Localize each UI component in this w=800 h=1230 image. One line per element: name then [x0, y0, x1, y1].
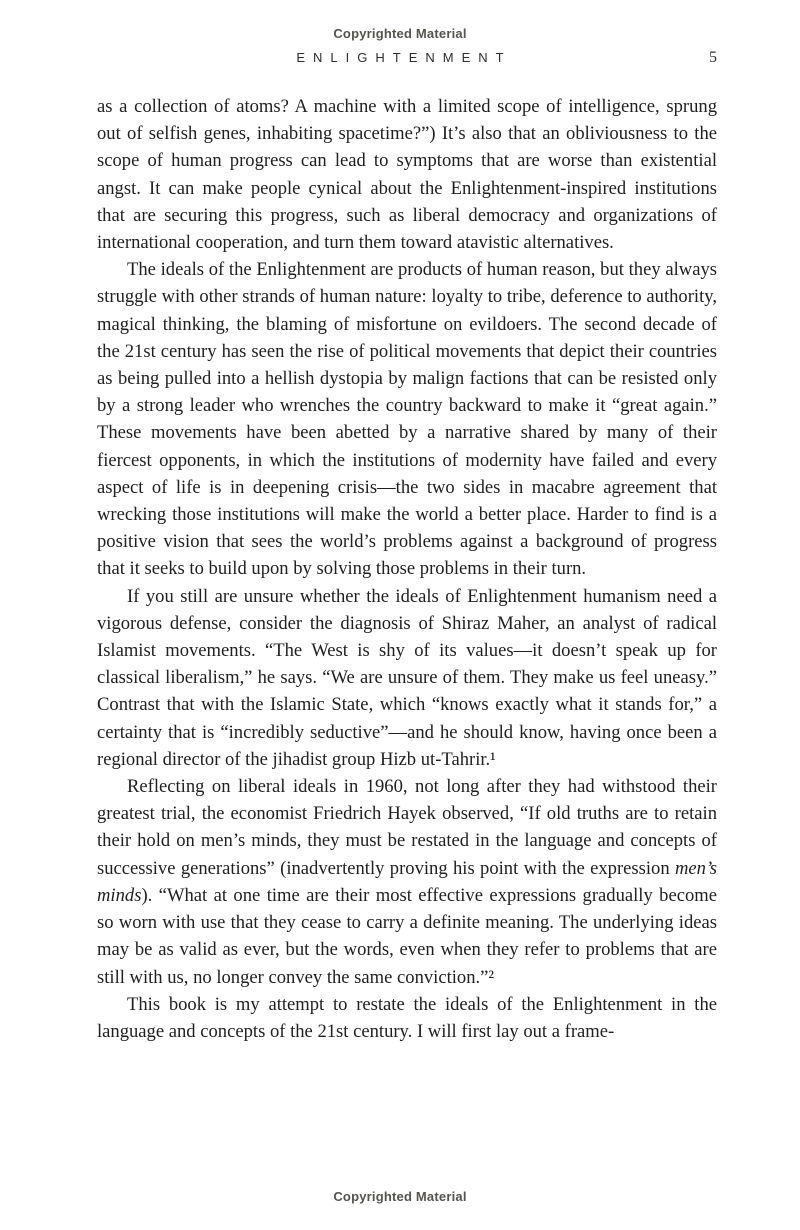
- paragraph-text-run: ). “What at one time are their most effective expressions gradually become so worn with use that they cease to carry a definite meaning. The underlying ideas may be as valid as ever, but the words, even when they refer to problems that are still with us, no longer convey the same conviction.”²: [97, 884, 717, 988]
- italic-phrase: men’s minds: [97, 857, 717, 906]
- running-header-title: ENLIGHTENMENT: [296, 50, 512, 65]
- paragraph-text-run: Reflecting on liberal ideals in 1960, not long after they had withstood their greatest trial, the economist Friedrich Hayek observed, “If old truths are to retain their hold on men’s minds, they must be restated in the language and concepts of successive generations” (inadvertently proving his point with the expression: [97, 776, 717, 879]
- page-header: [0, 50, 800, 70]
- page-body: [97, 93, 717, 1045]
- copyright-notice-bottom: Copyrighted Material: [333, 1189, 467, 1204]
- paragraph: The ideals of the Enlightenment are products of human reason, but they always struggle with other strands of human nature: loyalty to tribe, deference to authority, magical thinking, the blaming of misfortune on evildoers. The second decade of the 21st century has seen the rise of political movements that depict their countries as being pulled into a hellish dystopia by malign factions that can be resisted only by a strong leader who wrenches the country backward to make it “great again.” These movements have been abetted by a narrative shared by many of their fiercest opponents, in which the institutions of modernity have failed and every aspect of life is in deepening crisis—the two sides in macabre agreement that wrecking those institutions will make the world a better place. Harder to find is a positive vision that sees the world’s problems against a background of progress that it seeks to build upon by solving those problems in their turn.: [97, 259, 717, 580]
- copyright-notice-top: Copyrighted Material: [333, 26, 467, 41]
- page-number: 5: [709, 49, 717, 66]
- paragraph: [97, 773, 717, 991]
- paragraph: If you still are unsure whether the ideals of Enlightenment humanism need a vigorous defense, consider the diagnosis of Shiraz Maher, an analyst of radical Islamist movements. “The West is shy of its values—it doesn’t speak up for classical liberalism,” he says. “We are unsure of them. They make us feel uneasy.” Contrast that with the Islamic State, which “knows exactly what it stands for,” a certainty that is “incredibly seductive”—and he should know, having once been a regional director of the jihadist group Hizb ut-Tahrir.¹: [97, 585, 717, 770]
- paragraph: This book is my attempt to restate the ideals of the Enlightenment in the language and concepts of the 21st century. I will first lay out a frame-: [97, 993, 717, 1042]
- paragraph: as a collection of atoms? A machine with a limited scope of intelligence, sprung out of selfish genes, inhabiting spacetime?”) It’s also that an obliviousness to the scope of human progress can lead to symptoms that are worse than existential angst. It can make people cynical about the Enlightenment-inspired institutions that are securing this progress, such as liberal democracy and organizations of international cooperation, and turn them toward atavistic alternatives.: [97, 96, 717, 254]
